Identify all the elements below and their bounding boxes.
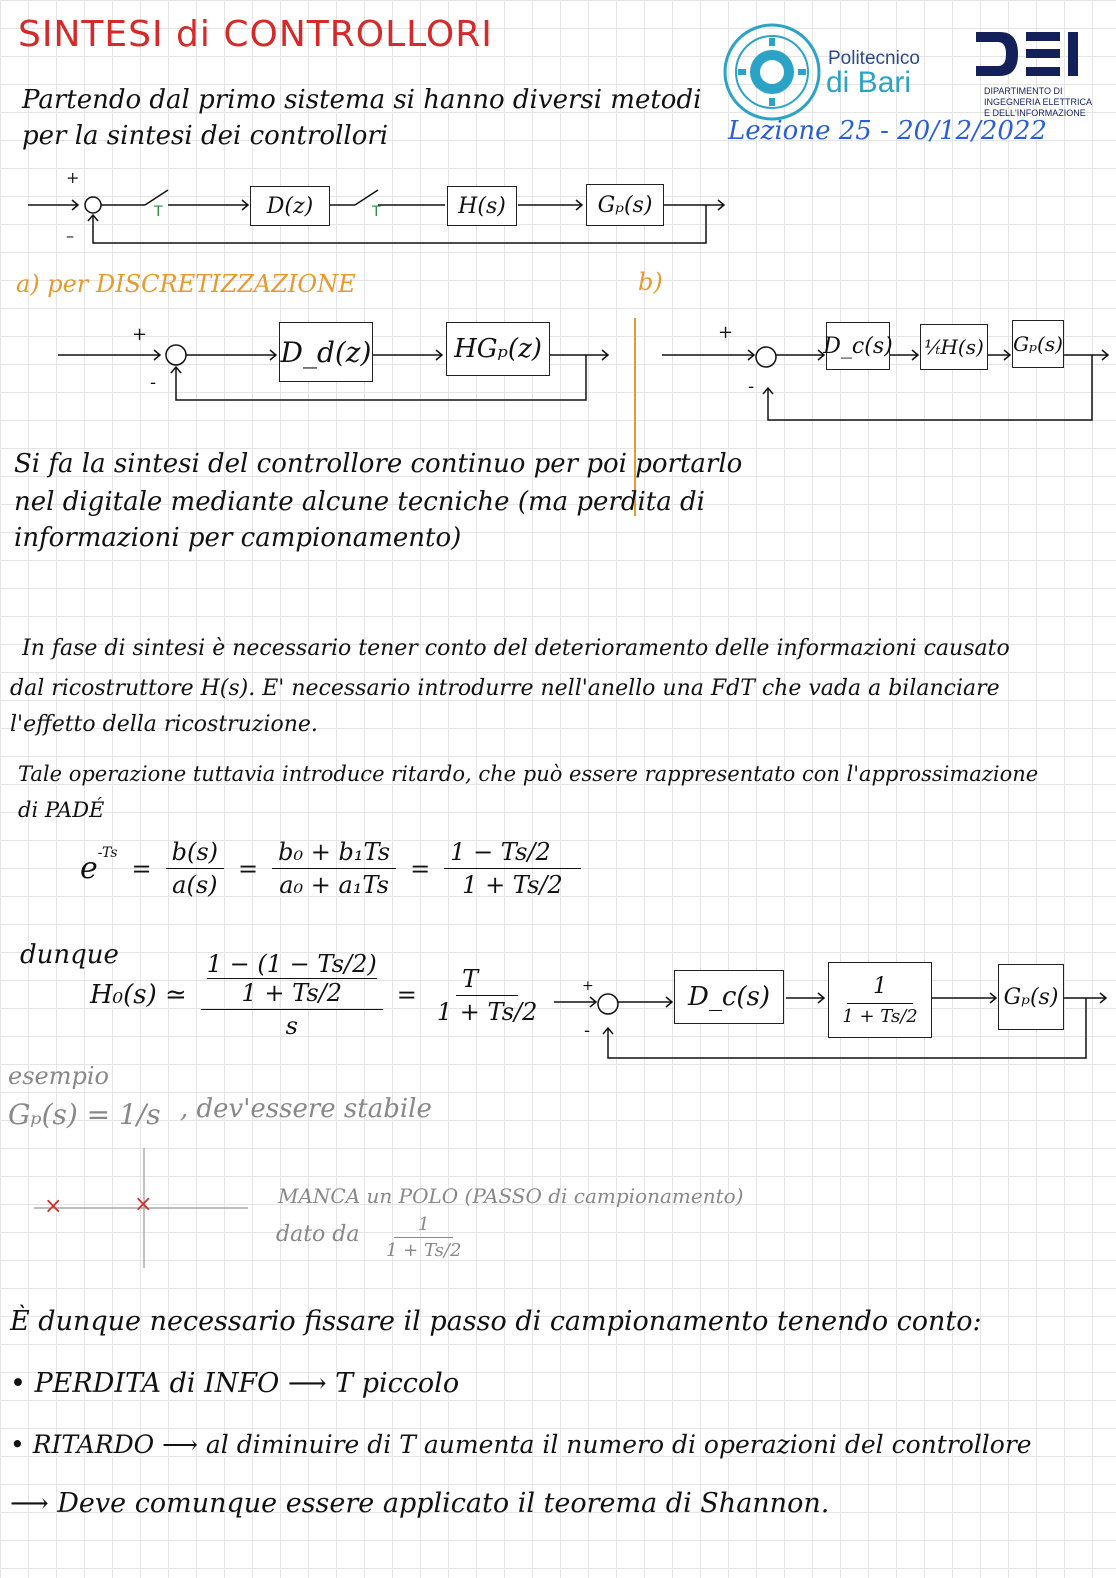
para-a-line2: nel digitale mediante alcune tecniche (ma perdita di bbox=[14, 487, 705, 517]
conclusion-line1: È dunque necessario fissare il passo di campionamento tenendo conto: bbox=[10, 1306, 982, 1337]
block-Gp-s: Gₚ(s) bbox=[586, 184, 664, 226]
para-a-line3: informazioni per campionamento) bbox=[14, 523, 462, 553]
section-b-label: b) bbox=[638, 268, 663, 296]
block-H-s: H(s) bbox=[447, 186, 517, 226]
block-Dc-s: D_c(s) bbox=[826, 322, 890, 370]
block-Dd-z: D_d(z) bbox=[279, 322, 373, 382]
sum-plus-sign: + bbox=[66, 168, 80, 187]
ho-formula: H₀(s) ≃ 1 − (1 − Ts/2) 1 + Ts/2 s = $\frac{T}{1 + Ts/2}$ bbox=[90, 950, 538, 1040]
seal-icon bbox=[722, 22, 822, 122]
esempio-label: esempio bbox=[8, 1062, 109, 1090]
para2-line4: Tale operazione tuttavia introduce ritardo, che può essere rappresentato con l'approssimazione bbox=[18, 762, 1039, 786]
para2-line2: dal ricostruttore H(s). E' necessario introdurre nell'anello una FdT che vada a bilanciare bbox=[10, 676, 1000, 701]
sum-plus-sign: + bbox=[718, 322, 734, 343]
block-delay-compensator: $\frac{1}{1 + Ts/2}$ bbox=[828, 962, 932, 1038]
sum-minus-sign: - bbox=[748, 376, 755, 397]
sum-minus-sign: – bbox=[66, 226, 74, 245]
sum-plus-sign: + bbox=[132, 324, 148, 345]
university-name-line2: di Bari bbox=[826, 66, 912, 99]
page-title: SINTESI di CONTROLLORI bbox=[18, 14, 493, 55]
section-a-label: a) per DISCRETIZZAZIONE bbox=[16, 270, 356, 298]
missing-pole-note-2: dato da bbox=[276, 1222, 360, 1247]
intro-line1: Partendo dal primo sistema si hanno diversi metodi bbox=[22, 85, 702, 115]
block-Gp-s: Gₚ(s) bbox=[998, 964, 1064, 1030]
block-HGp-z: HGₚ(z) bbox=[446, 322, 550, 376]
conclusion-line4: ⟶ Deve comunque essere applicato il teorema di Shannon. bbox=[10, 1488, 830, 1519]
block-Dc-s: D_c(s) bbox=[674, 970, 784, 1024]
para-a-line1: Si fa la sintesi del controllore continuo per poi portarlo bbox=[14, 449, 743, 479]
university-name-line1: Politecnico bbox=[828, 48, 920, 69]
conclusion-bullet2: • RITARDO ⟶ al diminuire di T aumenta il numero di operazioni del controllore bbox=[10, 1430, 1032, 1459]
block-D-z: D(z) bbox=[250, 186, 330, 226]
para2-line5: di PADÉ bbox=[18, 798, 105, 822]
intro-line2: per la sintesi dei controllori bbox=[22, 121, 389, 151]
sum-minus-sign: - bbox=[150, 372, 157, 393]
esempio-gp: Gₚ(s) = 1/s bbox=[8, 1098, 161, 1131]
para2-line1: In fase di sintesi è necessario tener conto del deterioramento delle informazioni causato bbox=[22, 636, 1010, 661]
missing-pole-note: MANCA un POLO (PASSO di campionamento) bbox=[278, 1184, 744, 1208]
dei-logo bbox=[976, 32, 1080, 76]
politecnico-logo bbox=[722, 22, 822, 122]
dept-name: DIPARTIMENTO DI INGEGNERIA ELETTRICA E DELL'INFORMAZIONE bbox=[984, 86, 1093, 118]
block-Gp-s: Gₚ(s) bbox=[1012, 320, 1064, 368]
pole-plot bbox=[0, 1140, 260, 1270]
sampler-T-label: T bbox=[154, 204, 163, 220]
pole-marker: × bbox=[44, 1194, 63, 1219]
sum-plus-sign: + bbox=[582, 978, 594, 994]
block-H-s-over-T: ¹⁄ₜH(s) bbox=[920, 324, 988, 370]
missing-pole-fraction: $\frac{1}{1 + Ts/2}$ bbox=[386, 1214, 462, 1261]
lecture-date: Lezione 25 - 20/12/2022 bbox=[728, 116, 1047, 146]
conclusion-bullet1: • PERDITA di INFO ⟶ T piccolo bbox=[10, 1368, 460, 1399]
sampler-T-label: T bbox=[372, 204, 381, 220]
esempio-comment: , dev'essere stabile bbox=[180, 1094, 432, 1124]
dunque-word: dunque bbox=[20, 940, 119, 970]
para2-line3: l'effetto della ricostruzione. bbox=[10, 712, 318, 737]
sum-minus-sign: - bbox=[584, 1020, 591, 1041]
pade-formula: $e^{-Ts}$ = $\frac{b(s)}{a(s)}$ = $\frac{\text{b₀ + b₁Ts}}{\text{a₀ + a₁Ts}}$ = $\frac{1 - Ts/2}{1 + Ts/2}$ bbox=[80, 838, 581, 899]
pole-marker: × bbox=[134, 1192, 153, 1217]
